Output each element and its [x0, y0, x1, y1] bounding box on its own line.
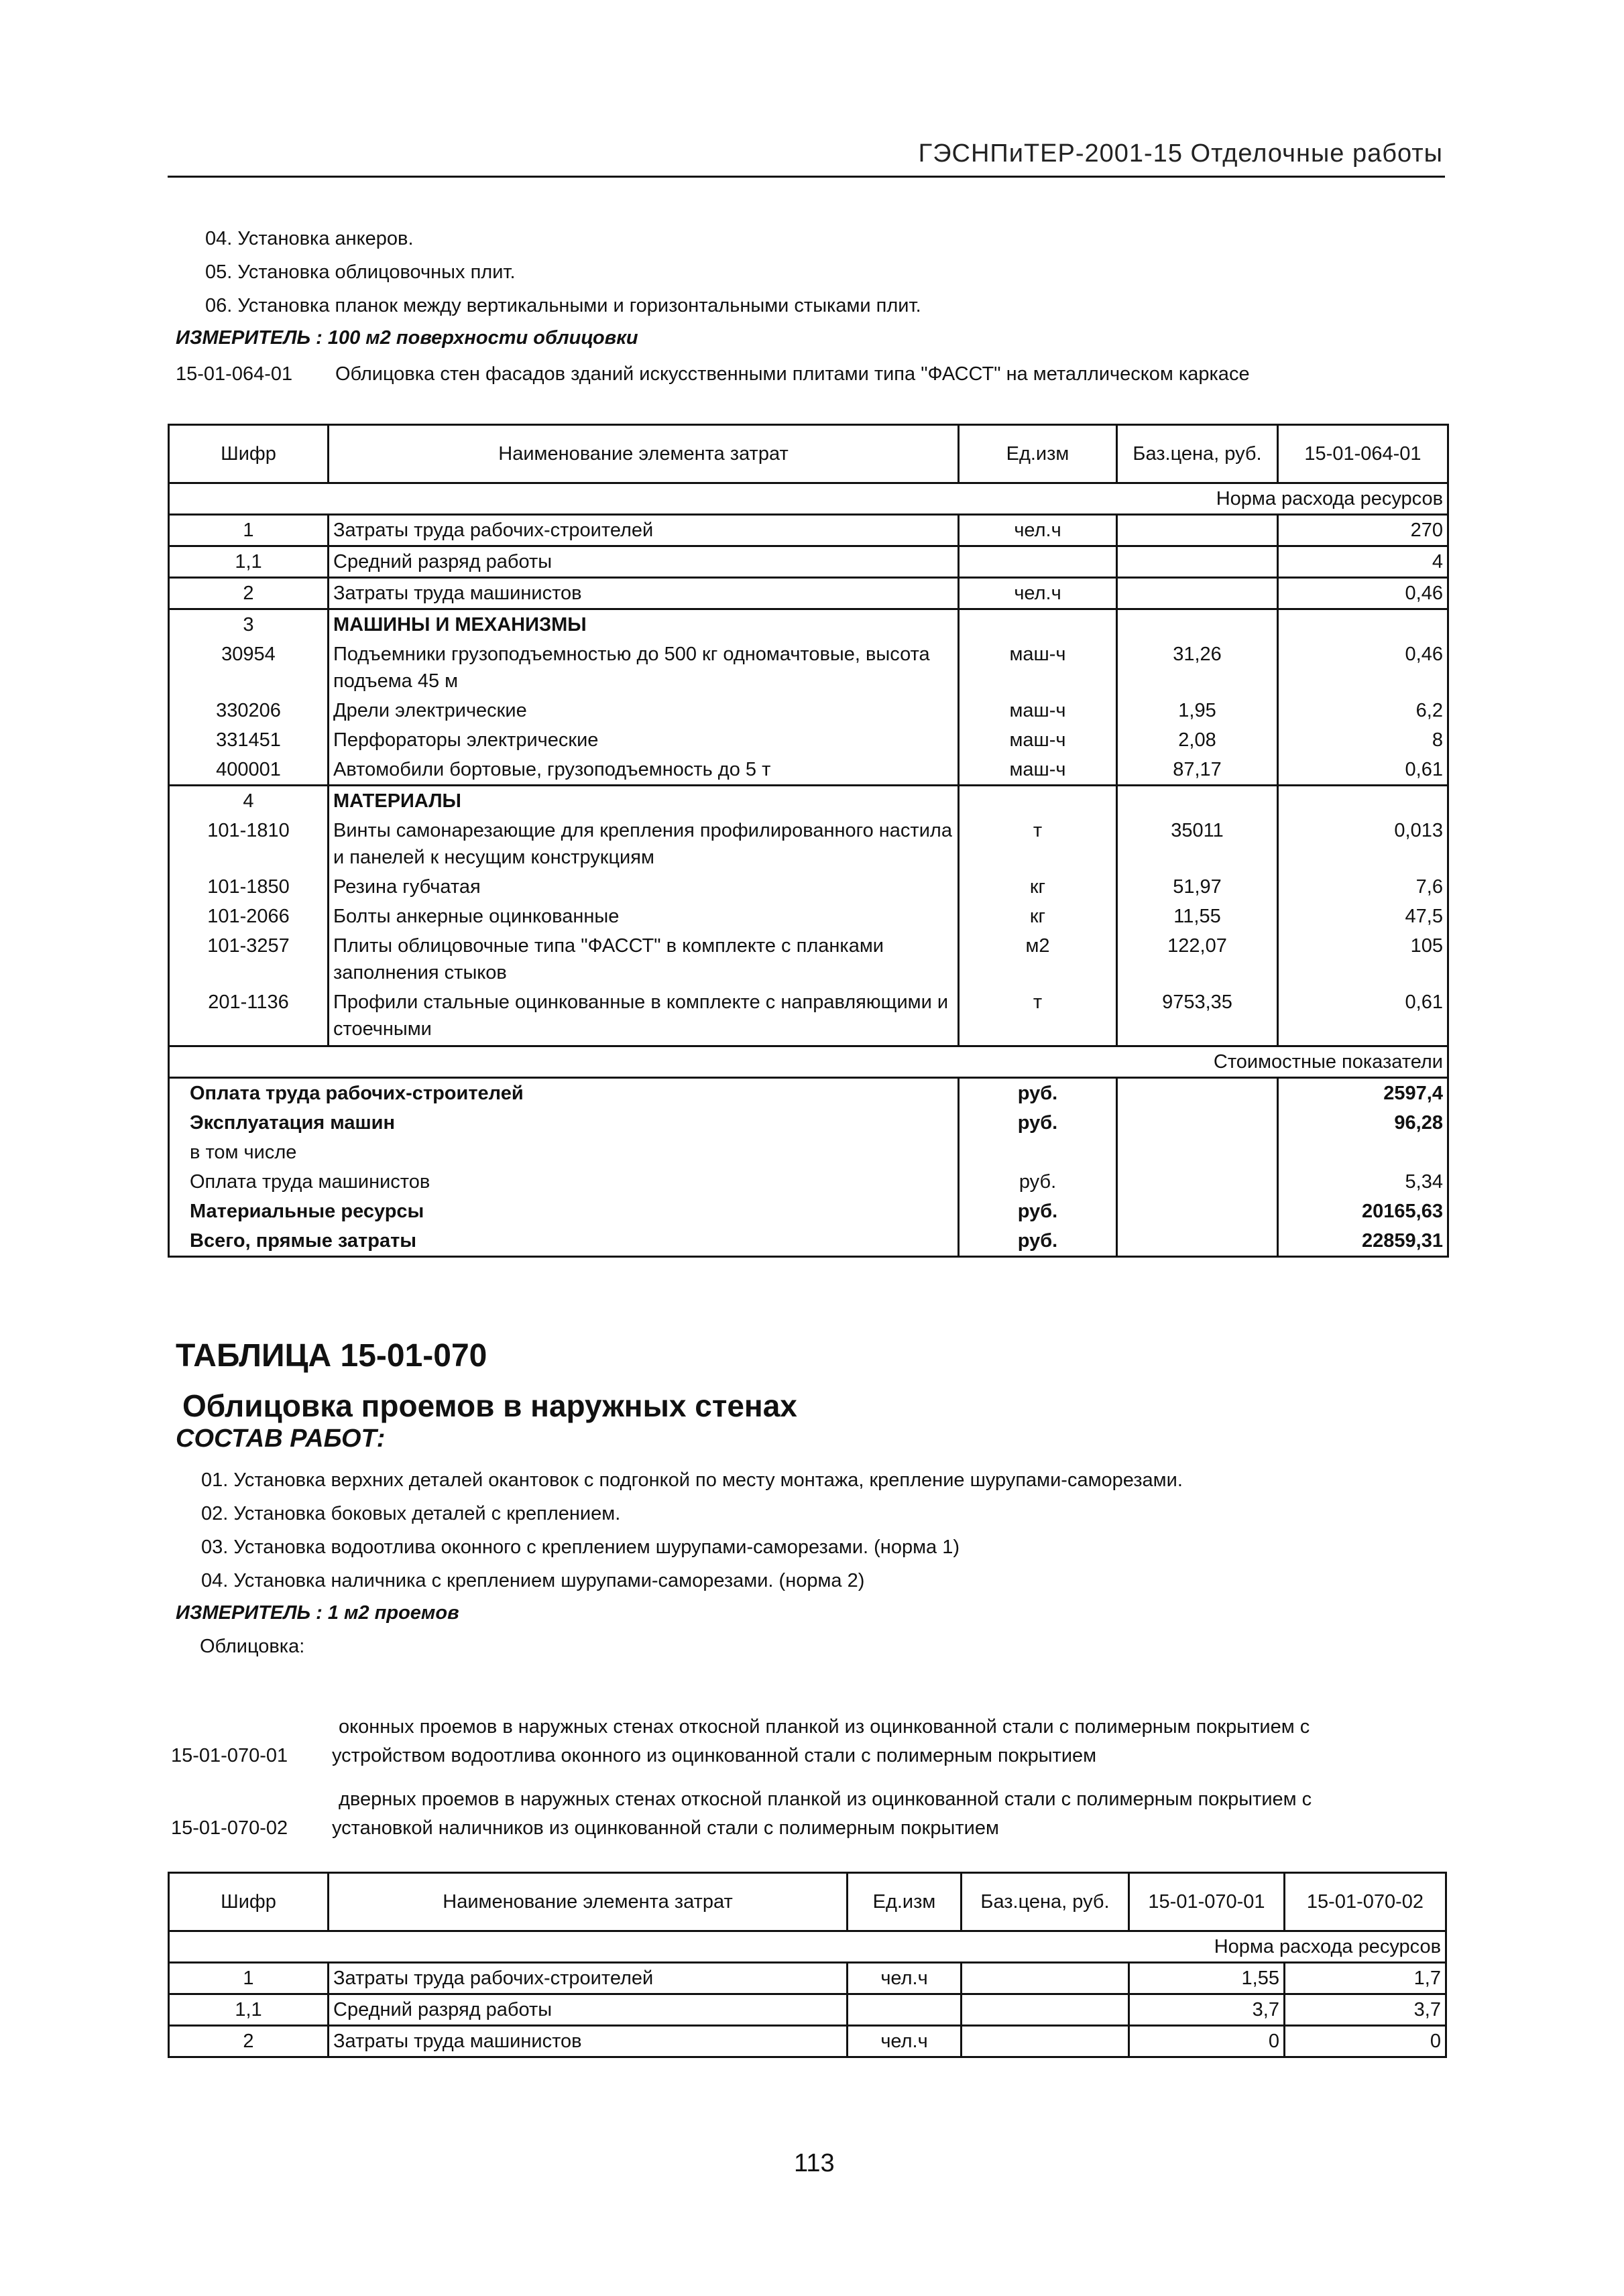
row-price: [1117, 546, 1278, 578]
row-price: 2,08: [1117, 725, 1278, 755]
row-norm: 0,61: [1278, 987, 1448, 1046]
row-price: 11,55: [1117, 902, 1278, 931]
row-unit: [959, 786, 1117, 817]
cost-row: [169, 1167, 1448, 1197]
row-name: Болты анкерные оцинкованные: [329, 902, 959, 931]
step-04: 04. Установка анкеров.: [205, 228, 414, 249]
code2-line1: дверных проемов в наружных стенах откосной планкой из оцинкованной стали с полимерным покрытием с: [339, 1789, 1312, 1810]
row-unit: кг: [959, 902, 1117, 931]
row-price: 9753,35: [1117, 987, 1278, 1046]
cost-unit: руб.: [959, 1078, 1117, 1109]
row-name: Затраты труда машинистов: [329, 578, 959, 609]
col-header-code: Шифр: [169, 425, 329, 483]
cost-price: [1117, 1167, 1278, 1197]
table-row: [169, 931, 1448, 987]
cost-row: [169, 1226, 1448, 1257]
cost-unit: [959, 1138, 1117, 1167]
cost-value: 96,28: [1278, 1108, 1448, 1138]
row-unit: кг: [959, 872, 1117, 902]
row-code: 2: [169, 2026, 329, 2057]
table-row: [169, 640, 1448, 696]
cost-name: Всего, прямые затраты: [169, 1226, 959, 1257]
composition-label: СОСТАВ РАБОТ:: [176, 1425, 386, 1453]
step2-03: 03. Установка водоотлива оконного с креплением шурупами-саморезами. (норма 1): [201, 1536, 960, 1558]
col-header-unit: Ед.изм: [959, 425, 1117, 483]
code-15-01-064-01: 15-01-064-01: [176, 363, 293, 385]
row-norm: 0,46: [1278, 640, 1448, 696]
row-code: 331451: [169, 725, 329, 755]
header-rule: [168, 176, 1445, 178]
col-header-price: Баз.цена, руб.: [1117, 425, 1278, 483]
cost-price: [1117, 1226, 1278, 1257]
cost-value: 22859,31: [1278, 1226, 1448, 1257]
cost-row: [169, 1197, 1448, 1226]
table-row: [169, 609, 1448, 640]
page-header-title: ГЭСНПиТЕР-2001-15 Отделочные работы: [918, 139, 1443, 168]
row-price: 87,17: [1117, 755, 1278, 786]
code-description: Облицовка стен фасадов зданий искусственными плитами типа "ФАССТ" на металлическом каркасе: [335, 363, 1250, 385]
measure2-label: ИЗМЕРИТЕЛЬ : 1 м2 проемов: [176, 1602, 459, 1624]
cost-name: в том числе: [169, 1138, 959, 1167]
cost-price: [1117, 1138, 1278, 1167]
row-unit: [959, 546, 1117, 578]
step2-01: 01. Установка верхних деталей окантовок с подгонкой по месту монтажа, крепление шурупами-саморезами.: [201, 1469, 1183, 1491]
cost-name: Оплата труда машинистов: [169, 1167, 959, 1197]
row-norm: 6,2: [1278, 696, 1448, 725]
cost-unit: руб.: [959, 1108, 1117, 1138]
table-row: [169, 2026, 1446, 2057]
cost-name: Оплата труда рабочих-строителей: [169, 1078, 959, 1109]
row-price: [1117, 515, 1278, 546]
row-code: 1,1: [169, 1994, 329, 2026]
row-norm-2: 3,7: [1285, 1994, 1446, 2026]
table-row: [169, 546, 1448, 578]
step2-02: 02. Установка боковых деталей с креплением.: [201, 1503, 621, 1524]
table-row: [169, 902, 1448, 931]
cost-price: [1117, 1108, 1278, 1138]
row-unit: м2: [959, 931, 1117, 987]
cost-price: [1117, 1078, 1278, 1109]
row-code: 101-2066: [169, 902, 329, 931]
row-norm: [1278, 609, 1448, 640]
row-price: 1,95: [1117, 696, 1278, 725]
row-unit: маш-ч: [959, 725, 1117, 755]
row-name: Резина губчатая: [329, 872, 959, 902]
row-code: 30954: [169, 640, 329, 696]
code1-line1: оконных проемов в наружных стенах откосной планкой из оцинкованной стали с полимерным покрытием с: [339, 1716, 1310, 1738]
table-row: [169, 786, 1448, 817]
table-row: [169, 696, 1448, 725]
row-norm-1: 1,55: [1129, 1963, 1285, 1994]
row-name: Затраты труда рабочих-строителей: [329, 1963, 848, 1994]
page-number: 113: [794, 2149, 835, 2177]
row-norm-2: 1,7: [1285, 1963, 1446, 1994]
norm-label: Норма расхода ресурсов: [169, 483, 1448, 515]
cost-unit: руб.: [959, 1197, 1117, 1226]
row-price: 35011: [1117, 816, 1278, 872]
table-title: ТАБЛИЦА 15-01-070: [176, 1338, 487, 1374]
col-header-price: Баз.цена, руб.: [962, 1873, 1129, 1931]
cost-row: [169, 1108, 1448, 1138]
row-price: [962, 1963, 1129, 1994]
cost-name: Эксплуатация машин: [169, 1108, 959, 1138]
row-code: 1: [169, 515, 329, 546]
row-unit: чел.ч: [959, 578, 1117, 609]
row-code: 3: [169, 609, 329, 640]
row-norm: 270: [1278, 515, 1448, 546]
col-header-name: Наименование элемента затрат: [329, 1873, 848, 1931]
row-norm-1: 0: [1129, 2026, 1285, 2057]
code1-code: 15-01-070-01: [171, 1745, 288, 1766]
row-price: 51,97: [1117, 872, 1278, 902]
row-unit: чел.ч: [959, 515, 1117, 546]
table-row: [169, 872, 1448, 902]
row-unit: маш-ч: [959, 640, 1117, 696]
table-header-row: [169, 1873, 1446, 1931]
row-norm: 4: [1278, 546, 1448, 578]
cost-value: 2597,4: [1278, 1078, 1448, 1109]
row-price: [1117, 609, 1278, 640]
row-price: [1117, 786, 1278, 817]
row-code: 101-3257: [169, 931, 329, 987]
row-price: [962, 2026, 1129, 2057]
row-name: Подъемники грузоподъемностью до 500 кг одномачтовые, высота подъема 45 м: [329, 640, 959, 696]
cost-value: [1278, 1138, 1448, 1167]
row-code: 2: [169, 578, 329, 609]
row-norm: 0,61: [1278, 755, 1448, 786]
row-name: Средний разряд работы: [329, 1994, 848, 2026]
table-row: [169, 578, 1448, 609]
code2-code: 15-01-070-02: [171, 1817, 288, 1839]
norm-label: Норма расхода ресурсов: [169, 1931, 1446, 1963]
row-unit: т: [959, 816, 1117, 872]
row-norm-1: 3,7: [1129, 1994, 1285, 2026]
row-code: 1: [169, 1963, 329, 1994]
row-name: МАШИНЫ И МЕХАНИЗМЫ: [329, 609, 959, 640]
norm-label-row: [169, 483, 1448, 515]
cost-value: 20165,63: [1278, 1197, 1448, 1226]
table-row: [169, 725, 1448, 755]
row-unit: [959, 609, 1117, 640]
col-header-norm: 15-01-064-01: [1278, 425, 1448, 483]
row-price: 31,26: [1117, 640, 1278, 696]
col-header-code: Шифр: [169, 1873, 329, 1931]
code2-line2: установкой наличников из оцинкованной стали с полимерным покрытием: [332, 1817, 999, 1839]
row-code: 4: [169, 786, 329, 817]
cost-price: [1117, 1197, 1278, 1226]
row-name: Плиты облицовочные типа "ФАССТ" в комплекте с планками заполнения стыков: [329, 931, 959, 987]
row-name: Средний разряд работы: [329, 546, 959, 578]
row-code: 201-1136: [169, 987, 329, 1046]
row-code: 400001: [169, 755, 329, 786]
row-unit: чел.ч: [848, 2026, 962, 2057]
row-norm: 47,5: [1278, 902, 1448, 931]
row-norm: [1278, 786, 1448, 817]
cost-row: [169, 1138, 1448, 1167]
row-code: 330206: [169, 696, 329, 725]
facing-label: Облицовка:: [200, 1636, 305, 1657]
row-price: 122,07: [1117, 931, 1278, 987]
row-unit: т: [959, 987, 1117, 1046]
table-subtitle: Облицовка проемов в наружных стенах: [182, 1388, 797, 1423]
row-price: [962, 1994, 1129, 2026]
cost-label-row: [169, 1046, 1448, 1078]
row-unit: маш-ч: [959, 696, 1117, 725]
row-norm: 8: [1278, 725, 1448, 755]
row-name: Профили стальные оцинкованные в комплекте с направляющими и стоечными: [329, 987, 959, 1046]
row-code: 1,1: [169, 546, 329, 578]
table-row: [169, 816, 1448, 872]
col-header-norm-2: 15-01-070-02: [1285, 1873, 1446, 1931]
row-norm: 0,013: [1278, 816, 1448, 872]
table-row: [169, 515, 1448, 546]
cost-unit: руб.: [959, 1226, 1117, 1257]
row-price: [1117, 578, 1278, 609]
row-norm: 0,46: [1278, 578, 1448, 609]
code1-line2: устройством водоотлива оконного из оцинкованной стали с полимерным покрытием: [332, 1745, 1097, 1766]
measure-label: ИЗМЕРИТЕЛЬ : 100 м2 поверхности облицовки: [176, 327, 638, 349]
resource-table-064: [168, 424, 1449, 1258]
step2-04: 04. Установка наличника с креплением шурупами-саморезами. (норма 2): [201, 1570, 865, 1591]
table-row: [169, 987, 1448, 1046]
row-unit: маш-ч: [959, 755, 1117, 786]
col-header-unit: Ед.изм: [848, 1873, 962, 1931]
row-name: Перфораторы электрические: [329, 725, 959, 755]
row-code: 101-1810: [169, 816, 329, 872]
table-row: [169, 1963, 1446, 1994]
row-unit: [848, 1994, 962, 2026]
step-05: 05. Установка облицовочных плит.: [205, 261, 516, 283]
row-name: Винты самонарезающие для крепления профилированного настила и панелей к несущим конструкциям: [329, 816, 959, 872]
row-norm-2: 0: [1285, 2026, 1446, 2057]
row-norm: 7,6: [1278, 872, 1448, 902]
col-header-norm-1: 15-01-070-01: [1129, 1873, 1285, 1931]
cost-row: [169, 1078, 1448, 1109]
row-name: Затраты труда рабочих-строителей: [329, 515, 959, 546]
table-header-row: [169, 425, 1448, 483]
resource-table-070: [168, 1872, 1447, 2058]
row-code: 101-1850: [169, 872, 329, 902]
row-name: Затраты труда машинистов: [329, 2026, 848, 2057]
norm-label-row: [169, 1931, 1446, 1963]
cost-unit: руб.: [959, 1167, 1117, 1197]
table-row: [169, 755, 1448, 786]
cost-value: 5,34: [1278, 1167, 1448, 1197]
row-norm: 105: [1278, 931, 1448, 987]
table-row: [169, 1994, 1446, 2026]
cost-label: Стоимостные показатели: [169, 1046, 1448, 1078]
row-name: Дрели электрические: [329, 696, 959, 725]
row-name: МАТЕРИАЛЫ: [329, 786, 959, 817]
cost-name: Материальные ресурсы: [169, 1197, 959, 1226]
row-unit: чел.ч: [848, 1963, 962, 1994]
col-header-name: Наименование элемента затрат: [329, 425, 959, 483]
step-06: 06. Установка планок между вертикальными и горизонтальными стыками плит.: [205, 295, 921, 316]
row-name: Автомобили бортовые, грузоподъемность до 5 т: [329, 755, 959, 786]
